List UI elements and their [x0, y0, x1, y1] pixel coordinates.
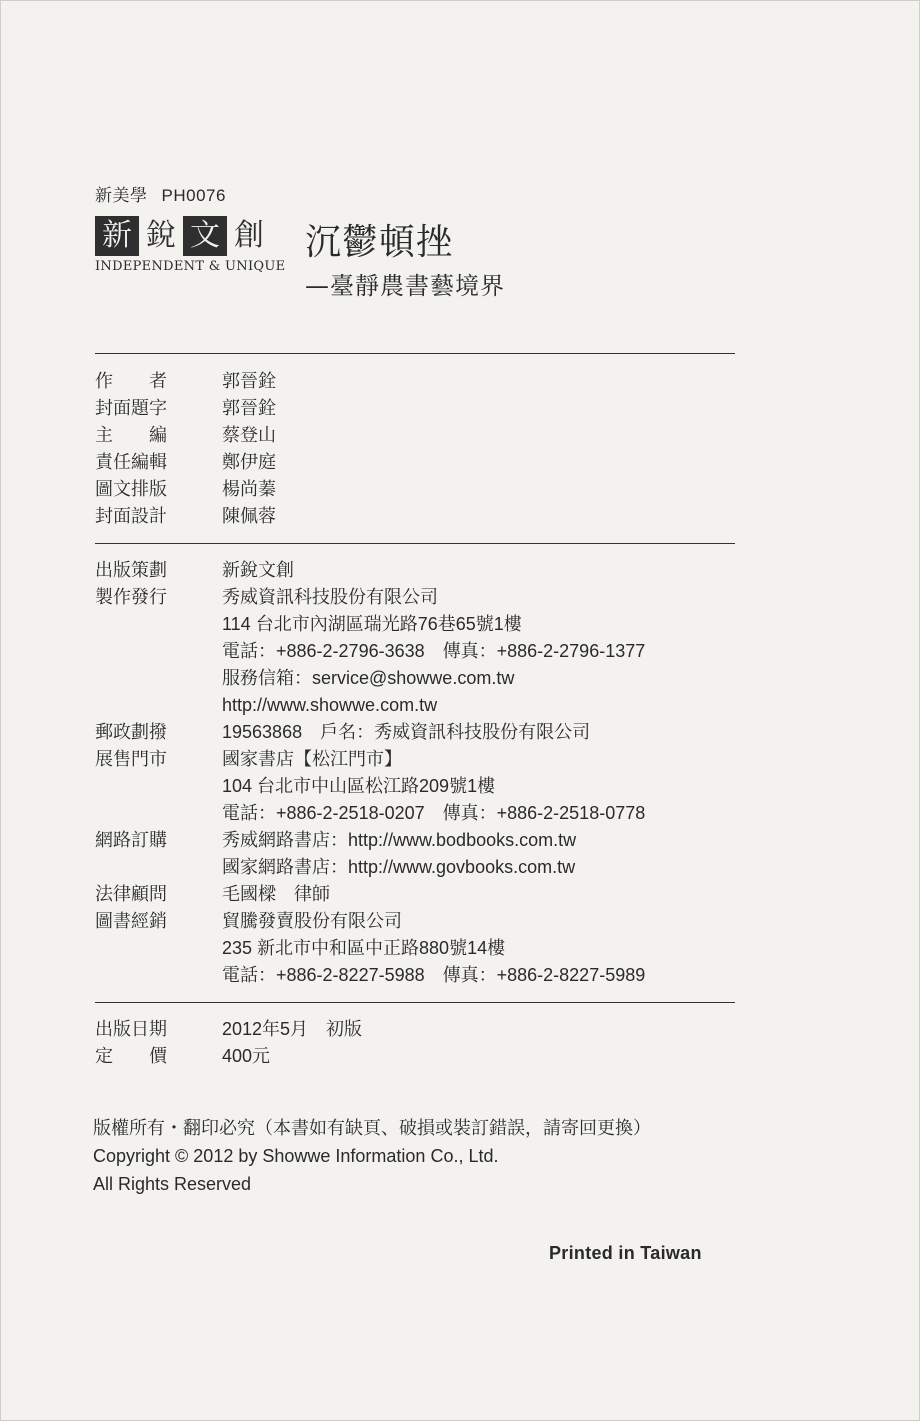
- info-label: 圖書經銷: [95, 911, 167, 931]
- credit-value: 鄭伊庭: [222, 452, 276, 472]
- info-value: 新銳文創: [222, 560, 294, 580]
- info-value: 19563868 戶名：秀威資訊科技股份有限公司: [222, 722, 591, 742]
- info-label: 出版策劃: [95, 560, 167, 580]
- price-label: 定 價: [95, 1046, 167, 1066]
- info-value: 毛國樑 律師: [222, 884, 330, 904]
- credit-label: 圖文排版: [95, 479, 167, 499]
- credit-label: 封面題字: [95, 398, 167, 418]
- info-row: [95, 746, 645, 773]
- edition-value: 2012年5月 初版: [222, 1019, 363, 1039]
- info-row: [95, 773, 645, 800]
- info-value: 114 台北市內湖區瑞光路76巷65號1樓: [222, 614, 522, 634]
- info-label: [95, 854, 222, 881]
- info-value: 235 新北市中和區中正路880號14樓: [222, 938, 506, 958]
- edition-label: 出版日期: [95, 1019, 167, 1039]
- divider-3: [95, 1002, 735, 1003]
- credit-value: 蔡登山: [222, 425, 276, 445]
- credits-list: [95, 368, 276, 530]
- credit-label: 作 者: [95, 371, 167, 391]
- info-value: 電話：+886-2-8227-5988 傳真：+886-2-8227-5989: [222, 965, 646, 985]
- publication-info: [95, 557, 645, 989]
- rights-notice: [93, 1114, 651, 1198]
- series-line: [95, 181, 240, 206]
- credit-value: 郭晉銓: [222, 371, 276, 391]
- info-label: [95, 800, 222, 827]
- credit-label: 封面設計: [95, 506, 167, 526]
- credit-value: 楊尚蓁: [222, 479, 276, 499]
- info-label: [95, 962, 222, 989]
- info-label: 郵政劃撥: [95, 722, 167, 742]
- series-name: 新美學: [95, 186, 148, 205]
- info-label: 展售門市: [95, 749, 167, 769]
- credit-row: [95, 476, 276, 503]
- info-row: [95, 800, 645, 827]
- info-value: 電話：+886-2-2796-3638 傳真：+886-2-2796-1377: [222, 641, 646, 661]
- divider-1: [95, 353, 735, 354]
- info-label: [95, 692, 222, 719]
- info-label: [95, 665, 222, 692]
- info-row: [95, 692, 645, 719]
- credit-label: 主 編: [95, 425, 167, 445]
- logo-char-4: 創: [227, 216, 271, 256]
- info-value: 國家書店【松江門市】: [222, 749, 402, 769]
- book-subtitle: —臺靜農書藝境界: [305, 272, 505, 300]
- credit-row: [95, 395, 276, 422]
- credit-row: [95, 368, 276, 395]
- info-value: 電話：+886-2-2518-0207 傳真：+886-2-2518-0778: [222, 803, 646, 823]
- price-value: 400元: [222, 1046, 271, 1066]
- book-title: 沉鬱頓挫: [305, 222, 454, 263]
- info-row: [95, 719, 645, 746]
- info-value: http://www.showwe.com.tw: [222, 695, 438, 715]
- info-row: [95, 881, 645, 908]
- info-label: [95, 935, 222, 962]
- info-label: 製作發行: [95, 587, 167, 607]
- info-row: [95, 908, 645, 935]
- publisher-logo: [95, 216, 285, 274]
- info-label: [95, 611, 222, 638]
- edition-row: [95, 1016, 362, 1043]
- info-row: [95, 611, 645, 638]
- credit-row: [95, 503, 276, 530]
- price-row: [95, 1043, 362, 1070]
- info-row: [95, 854, 645, 881]
- info-row: [95, 827, 645, 854]
- logo-char-3: 文: [183, 216, 227, 256]
- info-row: [95, 638, 645, 665]
- credit-value: 郭晉銓: [222, 398, 276, 418]
- info-row: [95, 935, 645, 962]
- divider-2: [95, 543, 735, 544]
- edition-info: [95, 1016, 362, 1070]
- info-value: 秀威資訊科技股份有限公司: [222, 587, 438, 607]
- info-value: 服務信箱：service@showwe.com.tw: [222, 668, 515, 688]
- credit-row: [95, 449, 276, 476]
- copyright-line: Copyright © 2012 by Showwe Information Co., Ltd.: [93, 1146, 499, 1166]
- rights-line: 版權所有・翻印必究（本書如有缺頁、破損或裝訂錯誤，請寄回更換）: [93, 1118, 651, 1138]
- logo-char-1: 新: [95, 216, 139, 256]
- credit-label: 責任編輯: [95, 452, 167, 472]
- info-value: 貿騰發賣股份有限公司: [222, 911, 402, 931]
- logo-subtitle: INDEPENDENT & UNIQUE: [95, 259, 286, 274]
- info-value: 國家網路書店：http://www.govbooks.com.tw: [222, 857, 576, 877]
- credit-row: [95, 422, 276, 449]
- reserved-line: All Rights Reserved: [93, 1174, 252, 1194]
- info-row: [95, 962, 645, 989]
- info-row: [95, 557, 645, 584]
- info-value: 104 台北市中山區松江路209號1樓: [222, 776, 496, 796]
- info-label: [95, 773, 222, 800]
- info-value: 秀威網路書店：http://www.bodbooks.com.tw: [222, 830, 577, 850]
- logo-char-2: 銳: [139, 216, 183, 256]
- credit-value: 陳佩蓉: [222, 506, 276, 526]
- series-code: PH0076: [161, 186, 226, 205]
- info-label: 法律顧問: [95, 884, 167, 904]
- info-label: 網路訂購: [95, 830, 167, 850]
- printed-in: Printed in Taiwan: [549, 1243, 702, 1263]
- info-row: [95, 584, 645, 611]
- info-row: [95, 665, 645, 692]
- info-label: [95, 638, 222, 665]
